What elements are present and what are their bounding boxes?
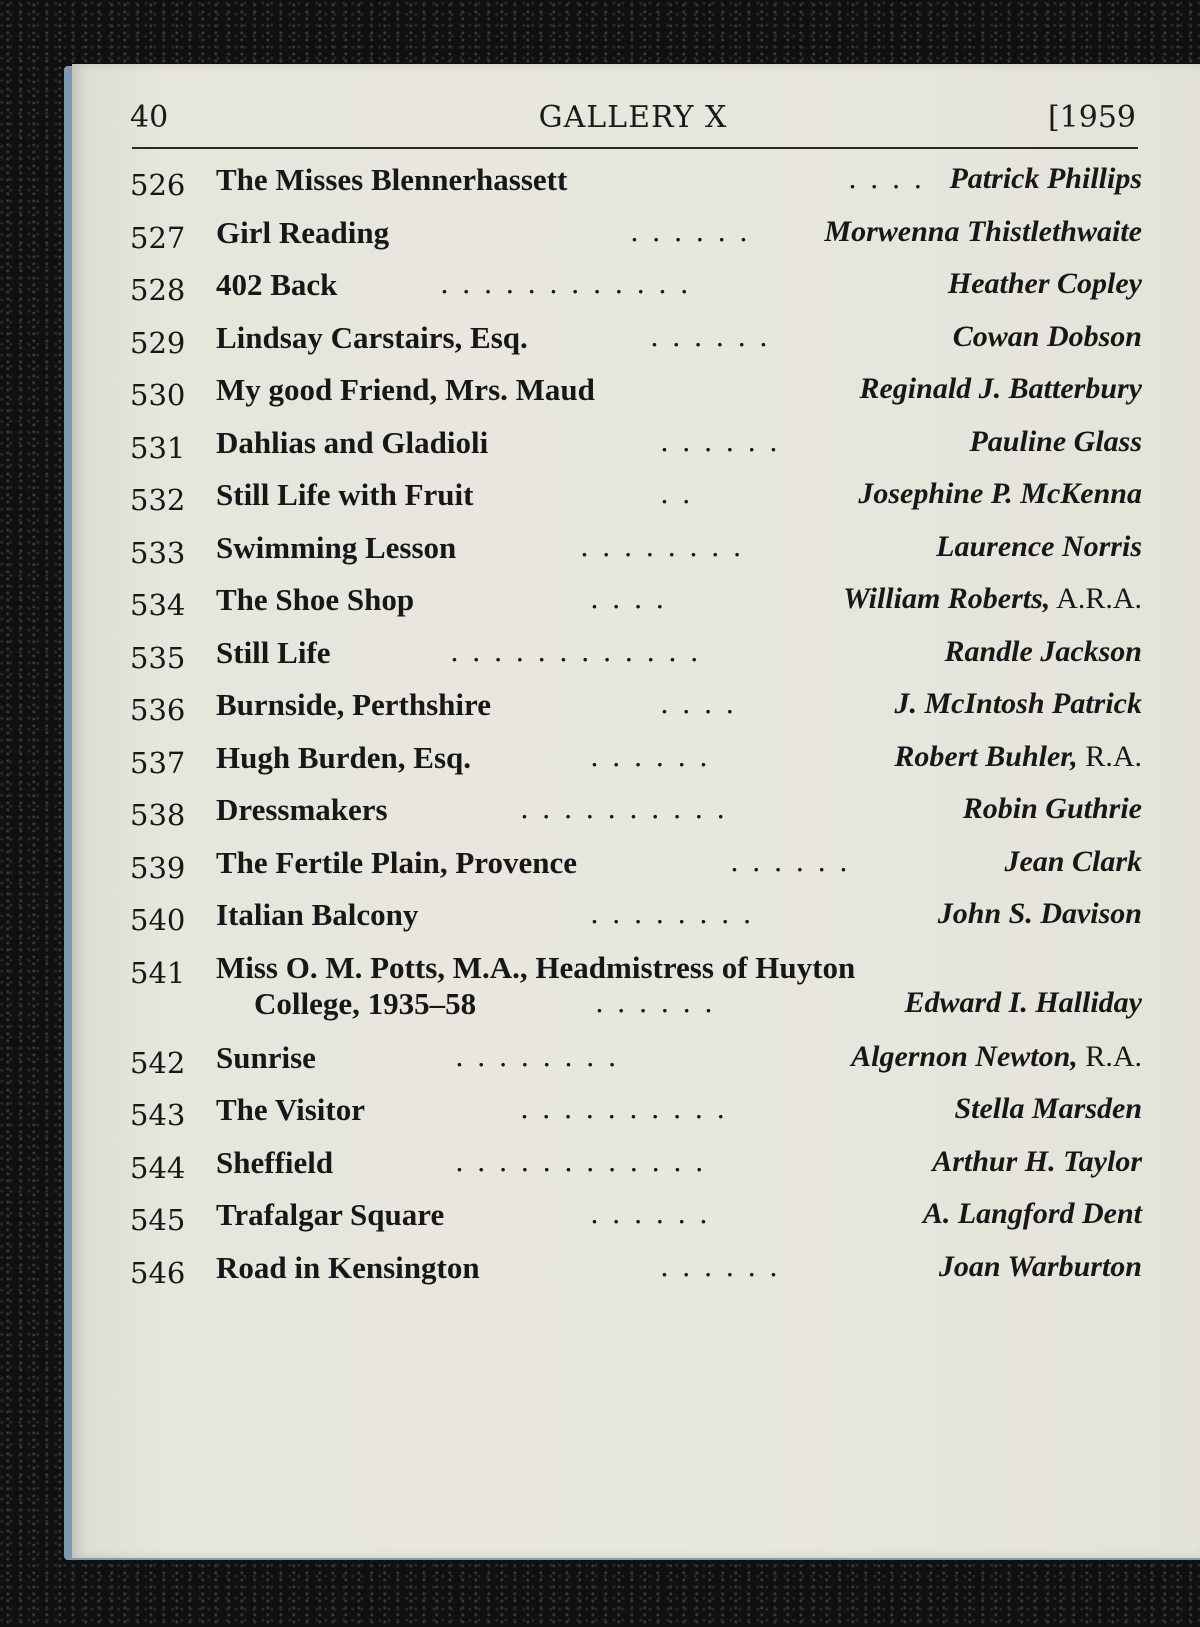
- leader-dots: . . . . . .: [660, 1249, 780, 1283]
- catalogue-entry: [130, 372, 1142, 425]
- entry-number: 539: [130, 850, 186, 885]
- catalogue-entry: [130, 635, 1142, 688]
- artist-name: Laurence Norris: [936, 529, 1142, 563]
- entry-number: 531: [130, 430, 186, 465]
- entry-number: 532: [130, 483, 186, 517]
- leader-dots: . . . .: [660, 687, 737, 720]
- artist-honour: R.A.: [1077, 739, 1142, 773]
- entry-artist: [949, 162, 1142, 196]
- artist-name: Edward I. Halliday: [904, 985, 1142, 1019]
- leader-dots: . . . .: [590, 582, 667, 615]
- entry-artist: [923, 1197, 1142, 1231]
- artist-name: Jean Clark: [1004, 844, 1142, 878]
- entry-title: Dressmakers: [216, 792, 388, 827]
- entry-artist: [969, 425, 1142, 459]
- page-number: 40: [130, 100, 169, 135]
- artist-name: Robert Buhler,: [894, 739, 1078, 773]
- entry-number: 530: [130, 378, 186, 412]
- leader-dots: . . . . . .: [650, 319, 770, 353]
- entry-artist: [954, 1092, 1142, 1126]
- artist-name: Stella Marsden: [954, 1092, 1142, 1125]
- entry-number: 543: [130, 1098, 186, 1132]
- catalogue-entry: [130, 1250, 1142, 1303]
- entry-artist: [1004, 845, 1142, 879]
- catalogue-entry: [130, 1040, 1142, 1093]
- artist-name: Randle Jackson: [944, 634, 1142, 668]
- entry-number: 526: [130, 168, 186, 202]
- entry-title-continued: College, 1935–58: [254, 985, 477, 1021]
- entry-artist: [939, 1250, 1142, 1284]
- entry-number: 533: [130, 535, 186, 570]
- artist-honour: R.A.: [1077, 1039, 1142, 1073]
- artist-name: Morwenna Thistlethwaite: [824, 214, 1142, 248]
- catalogue-entry: [130, 215, 1142, 268]
- entry-artist: [953, 320, 1142, 354]
- entry-artist: [963, 792, 1142, 826]
- entry-number: 544: [130, 1150, 186, 1185]
- catalogue-entry: [130, 950, 1142, 1040]
- leader-dots: . . . . . .: [730, 844, 850, 878]
- catalogue-entry: [130, 477, 1142, 530]
- entry-title: Trafalgar Square: [216, 1197, 445, 1232]
- header-rule: [132, 147, 1138, 149]
- entry-title: My good Friend, Mrs. Maud: [216, 372, 595, 407]
- entry-artist: [938, 897, 1142, 931]
- entry-title: Road in Kensington: [216, 1249, 480, 1285]
- entry-number: 527: [130, 220, 186, 255]
- entry-number: 537: [130, 745, 186, 780]
- catalogue-entry: [130, 162, 1142, 215]
- leader-dots: . . . . . . . . . . . .: [455, 1144, 706, 1178]
- artist-name: J. McIntosh Patrick: [894, 687, 1142, 720]
- leader-dots: . . . . . . . . . . . .: [440, 267, 691, 300]
- artist-name: Josephine P. McKenna: [858, 477, 1142, 510]
- entry-title: Hugh Burden, Esq.: [216, 739, 471, 775]
- artist-name: Algernon Newton,: [851, 1039, 1078, 1073]
- entry-title: Still Life: [216, 634, 331, 670]
- catalogue-entry: [130, 687, 1142, 740]
- catalogue-entry: [130, 1197, 1142, 1250]
- entry-artist: [859, 372, 1142, 406]
- catalogue-entry: [130, 425, 1142, 478]
- entry-number: 535: [130, 640, 186, 675]
- catalogue-entry: [130, 845, 1142, 898]
- entry-number: 540: [130, 903, 186, 937]
- catalogue-entry: [130, 582, 1142, 635]
- artist-name: Cowan Dobson: [952, 319, 1142, 353]
- artist-name: Heather Copley: [947, 267, 1142, 300]
- entry-artist: [894, 740, 1142, 774]
- leader-dots: . . . . . . . .: [590, 897, 754, 930]
- leader-dots: . . . . . .: [590, 1197, 710, 1230]
- artist-name: Pauline Glass: [969, 424, 1142, 458]
- artist-name: William Roberts,: [843, 582, 1051, 615]
- catalogue-entry: [130, 1092, 1142, 1145]
- entry-title: Still Life with Fruit: [216, 477, 474, 512]
- artist-name: Arthur H. Taylor: [932, 1144, 1142, 1178]
- catalogue-entry: [130, 267, 1142, 320]
- leader-dots: . . . . . . . .: [455, 1039, 619, 1073]
- entry-title: Swimming Lesson: [216, 529, 457, 565]
- leader-dots: . . . .: [848, 162, 925, 195]
- entry-artist: [858, 477, 1142, 511]
- entry-number: 545: [130, 1203, 186, 1237]
- entry-title: Dahlias and Gladioli: [216, 424, 489, 460]
- leader-dots: . . . . . .: [595, 985, 715, 1019]
- entry-artist: [851, 1040, 1142, 1074]
- year-label: [1959: [1047, 100, 1136, 135]
- catalogue-entry: [130, 320, 1142, 373]
- entry-artist: [944, 635, 1142, 669]
- entry-artist: [936, 530, 1142, 564]
- entry-title: 402 Back: [216, 267, 338, 302]
- entry-number: 542: [130, 1045, 186, 1080]
- entry-artist: [843, 582, 1142, 616]
- catalogue-entry: [130, 530, 1142, 583]
- entry-title: Burnside, Perthshire: [216, 687, 491, 722]
- entry-number: 534: [130, 588, 186, 622]
- entry-number: 529: [130, 325, 186, 360]
- catalogue-entry: [130, 897, 1142, 950]
- leader-dots: . . . . . .: [630, 214, 750, 248]
- catalogue-list: [130, 162, 1142, 1302]
- leader-dots: . . . . . . . . . .: [520, 792, 728, 825]
- artist-name: A. Langford Dent: [922, 1197, 1142, 1230]
- entry-title: Lindsay Carstairs, Esq.: [216, 319, 528, 355]
- entry-title: The Shoe Shop: [216, 582, 415, 617]
- entry-title: The Misses Blennerhassett: [216, 162, 568, 197]
- entry-number: 546: [130, 1255, 186, 1290]
- entry-title: Sunrise: [216, 1039, 316, 1075]
- entry-number: 536: [130, 693, 186, 727]
- leader-dots: . . . . . . . . . . . .: [450, 634, 701, 668]
- leader-dots: . . . . . . . .: [580, 529, 744, 563]
- entry-artist: [932, 1145, 1142, 1179]
- entry-number: 538: [130, 798, 186, 832]
- artist-name: Reginald J. Batterbury: [859, 372, 1142, 405]
- entry-number: 528: [130, 273, 186, 307]
- entry-title: Girl Reading: [216, 214, 390, 250]
- artist-honour: A.R.A.: [1050, 582, 1142, 615]
- gallery-title: GALLERY X: [538, 100, 728, 135]
- entry-title: The Fertile Plain, Provence: [216, 844, 577, 880]
- entry-artist: [948, 267, 1142, 301]
- catalogue-entry: [130, 1145, 1142, 1198]
- catalogue-entry: [130, 792, 1142, 845]
- leader-dots: . .: [660, 477, 693, 510]
- leader-dots: . . . . . .: [660, 424, 780, 458]
- entry-title: Italian Balcony: [216, 897, 419, 932]
- page-header: [130, 100, 1136, 150]
- entry-artist: [824, 215, 1142, 249]
- artist-name: John S. Davison: [937, 897, 1142, 930]
- leader-dots: . . . . . .: [590, 739, 710, 773]
- artist-name: Robin Guthrie: [962, 792, 1142, 825]
- entry-title: The Visitor: [216, 1092, 365, 1127]
- entry-title: Miss O. M. Potts, M.A., Headmistress of Huyton: [216, 949, 856, 985]
- catalogue-entry: [130, 740, 1142, 793]
- entry-number: 541: [130, 955, 186, 990]
- entry-title: Sheffield: [216, 1144, 334, 1180]
- artist-name: Patrick Phillips: [949, 162, 1142, 195]
- leader-dots: . . . . . . . . . .: [520, 1092, 728, 1125]
- entry-artist: [904, 986, 1142, 1020]
- artist-name: Joan Warburton: [938, 1249, 1142, 1283]
- entry-artist: [894, 687, 1142, 721]
